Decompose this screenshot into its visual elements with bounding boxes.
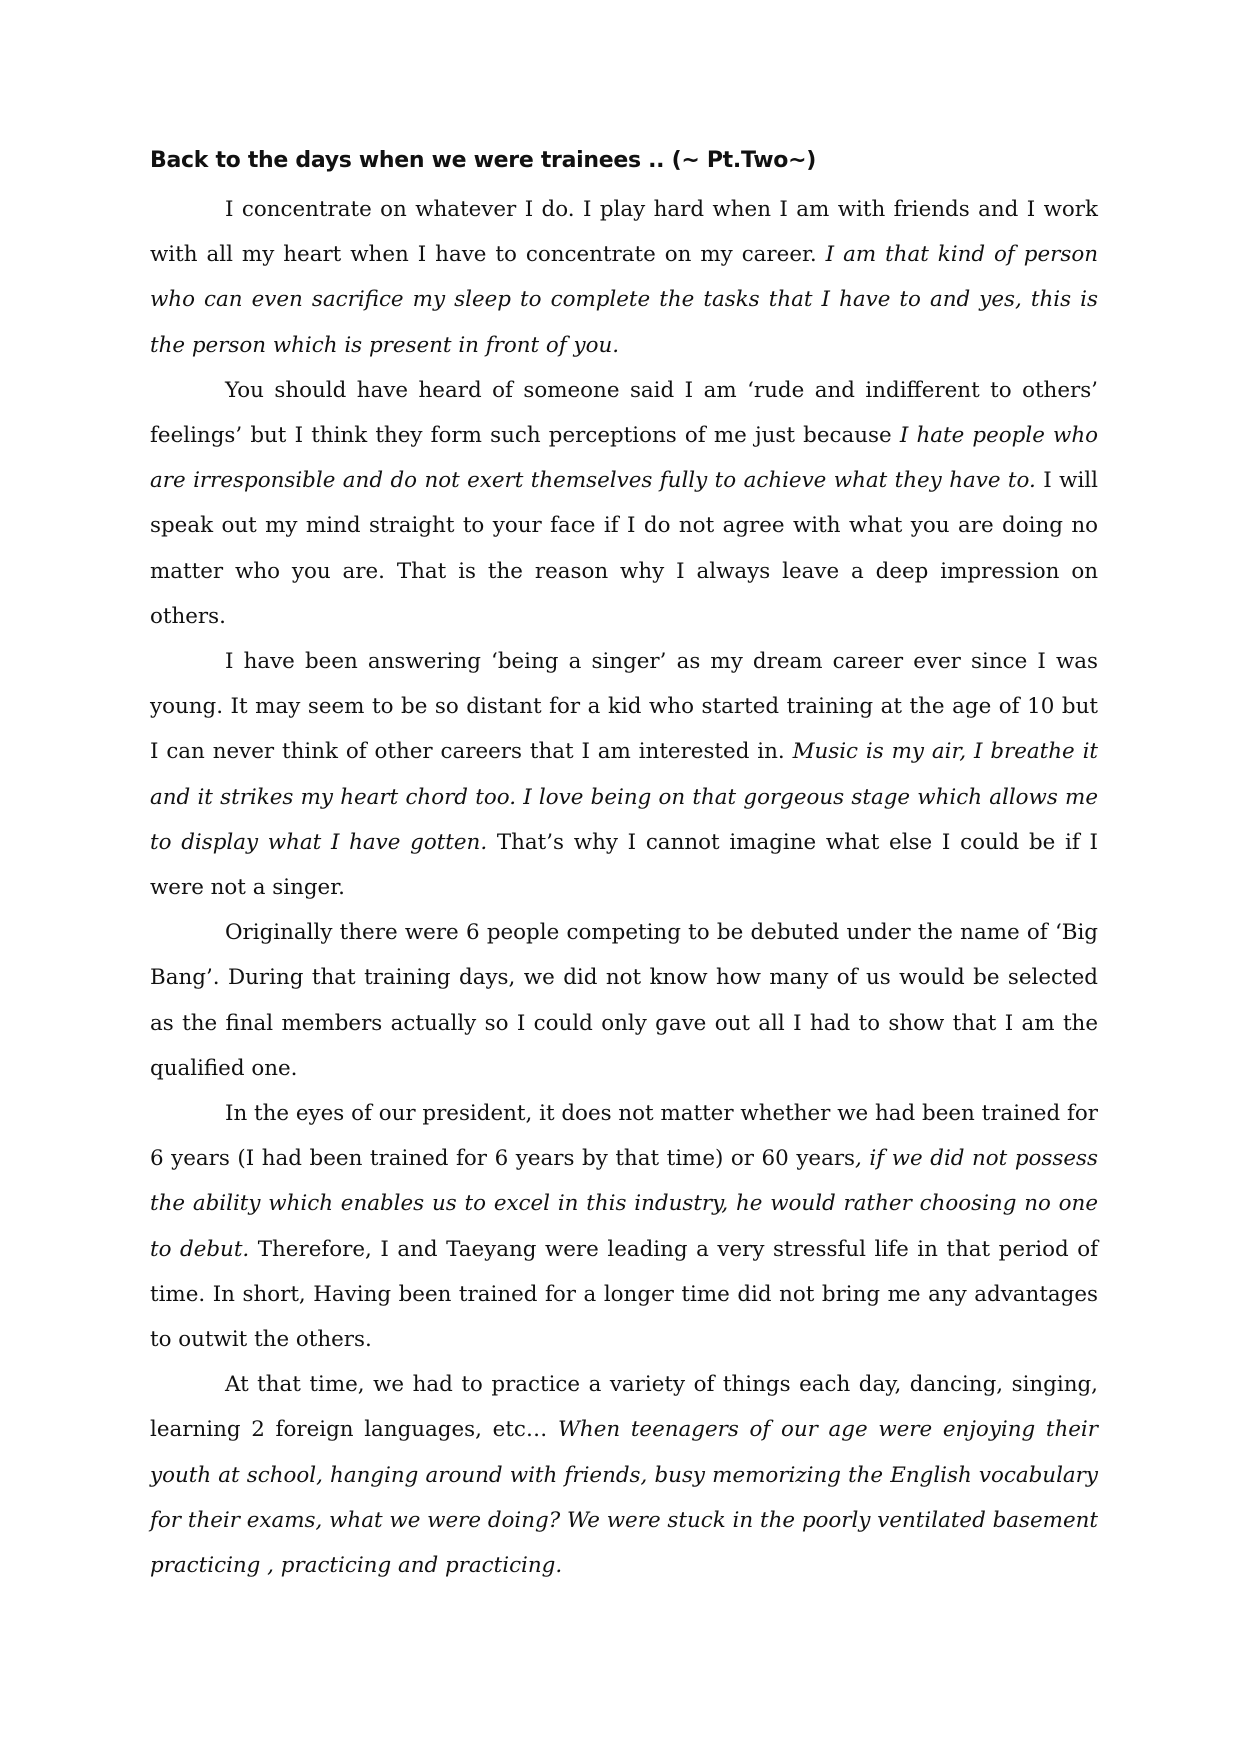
paragraph-italic-text: Music is my air, I breathe it and it strikes my heart chord too. I love being on that gorgeous stage which allows me to display what I have gotten.: [150, 739, 1099, 855]
paragraph-text: I have been answering ‘being a singer’ as my dream career ever since I was young. It may seem to be so distant for a kid who started training at the age of 10 but I can never think of other careers that I am interested in.: [150, 649, 1098, 765]
paragraph-text: You should have heard of someone said I am ‘rude and indifferent to others’ feelings’ but I think they form such perceptions of me just because: [150, 377, 1098, 449]
paragraph-5: [150, 1091, 1098, 1362]
paragraph-italic-text: I hate people who are irresponsible and do not exert themselves fully to achieve what they have to.: [150, 423, 1098, 494]
document-title: Back to the days when we were trainees .. (~ Pt.Two~): [150, 148, 816, 173]
paragraph-italic-text: When teenagers of our age were enjoying their youth at school, hanging around with friends, busy memorizing the English vocabulary for their exams, what we were doing? We were stuck in the poorly ventilated basement practicing , practicing and practicing.: [150, 1417, 1098, 1579]
paragraph-2: [150, 368, 1098, 639]
paragraph-text: In the eyes of our president, it does not matter whether we had been trained for 6 years (I had been trained for 6 years by that time) or 60 years: [150, 1101, 1098, 1172]
document-page: [150, 148, 1098, 1588]
paragraph-italic-text: , if we did not possess the ability which enables us to excel in this industry, he would rather choosing no one to debut.: [150, 1146, 1098, 1262]
paragraph-text: I concentrate on whatever I do. I play hard when I am with friends and I work with all my heart when I have to concentrate on my career.: [150, 197, 1098, 268]
paragraph-6: [150, 1362, 1098, 1588]
paragraph-4: [150, 910, 1098, 1091]
paragraph-text: Originally there were 6 people competing to be debuted under the name of ‘Big Bang’. During that training days, we did not know how many of us would be selected as the final members actually so I could only gave out all I had to show that I am the qualified one.: [150, 920, 1098, 1081]
paragraph-text: I will speak out my mind straight to your face if I do not agree with what you are doing no matter who you are. That is the reason why I always leave a deep impression on others.: [150, 468, 1098, 629]
paragraph-italic-text: I am that kind of person who can even sacrifice my sleep to complete the tasks that I have to and yes, this is the person which is present in front of you.: [150, 242, 1099, 358]
paragraph-1: [150, 187, 1098, 368]
paragraph-text: That’s why I cannot imagine what else I could be if I were not a singer.: [150, 829, 1098, 901]
paragraph-text: Therefore, I and Taeyang were leading a very stressful life in that period of time. In short, Having been trained for a longer time did not bring me any advantages to outwit the others.: [150, 1236, 1099, 1353]
paragraph-3: [150, 639, 1098, 910]
paragraph-text: At that time, we had to practice a variety of things each day, dancing, singing, learning 2 foreign languages, etc…: [150, 1372, 1098, 1443]
